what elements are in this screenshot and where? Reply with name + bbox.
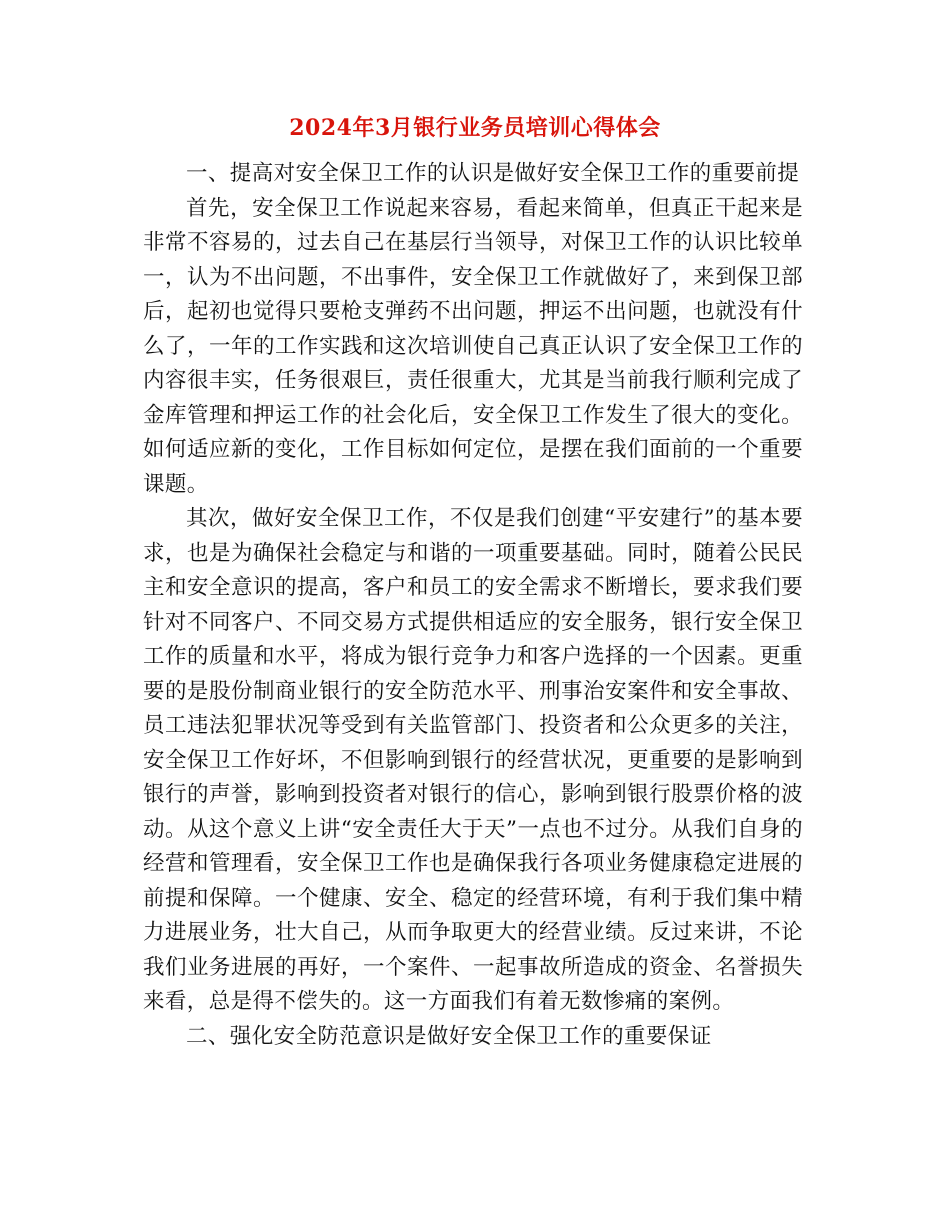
document-title: 2024年3月银行业务员培训心得体会 xyxy=(289,115,661,141)
body-paragraph: 首先，安全保卫工作说起来容易，看起来简单，但真正干起来是非常不容易的，过去自己在基层行当领导，对保卫工作的认识比较单一，认为不出问题，不出事件，安全保卫工作就做好了，来到保卫部后，起初也觉得只要枪支弹药不出问题，押运不出问题，也就没有什么了，一年的工作实践和这次培训使自己真正认识了安全保卫工作的内容很丰实，任务很艰巨，责任很重大，尤其是当前我行顺利完成了金库管理和押运工作的社会化后，安全保卫工作发生了很大的变化。如何适应新的变化，工作目标如何定位，是摆在我们面前的一个重要课题。 xyxy=(143,195,803,497)
document-body xyxy=(143,157,803,1054)
body-paragraph: 其次，做好安全保卫工作，不仅是我们创建“平安建行”的基本要求，也是为确保社会稳定与和谐的一项重要基础。同时，随着公民民主和安全意识的提高，客户和员工的安全需求不断增长，要求我们要针对不同客户、不同交易方式提供相适应的安全服务，银行安全保卫工作的质量和水平，将成为银行竞争力和客户选择的一个因素。更重要的是股份制商业银行的安全防范水平、刑事治安案件和安全事故、员工违法犯罪状况等受到有关监管部门、投资者和公众更多的关注，安全保卫工作好坏，不但影响到银行的经营状况，更重要的是影响到银行的声誉，影响到投资者对银行的信心，影响到银行股票价格的波动。从这个意义上讲“安全责任大于天”一点也不过分。从我们自身的经营和管理看，安全保卫工作也是确保我行各项业务健康稳定进展的前提和保障。一个健康、安全、稳定的经营环境，有利于我们集中精力进展业务，壮大自己，从而争取更大的经营业绩。反过来讲，不论我们业务进展的再好，一个案件、一起事故所造成的资金、名誉损失来看，总是得不偿失的。这一方面我们有着无数惨痛的案例。 xyxy=(143,506,803,1014)
section-heading-1: 一、提高对安全保卫工作的认识是做好安全保卫工作的重要前提 xyxy=(186,161,800,186)
section-heading-2: 二、强化安全防范意识是做好安全保卫工作的重要保证 xyxy=(186,1023,712,1049)
